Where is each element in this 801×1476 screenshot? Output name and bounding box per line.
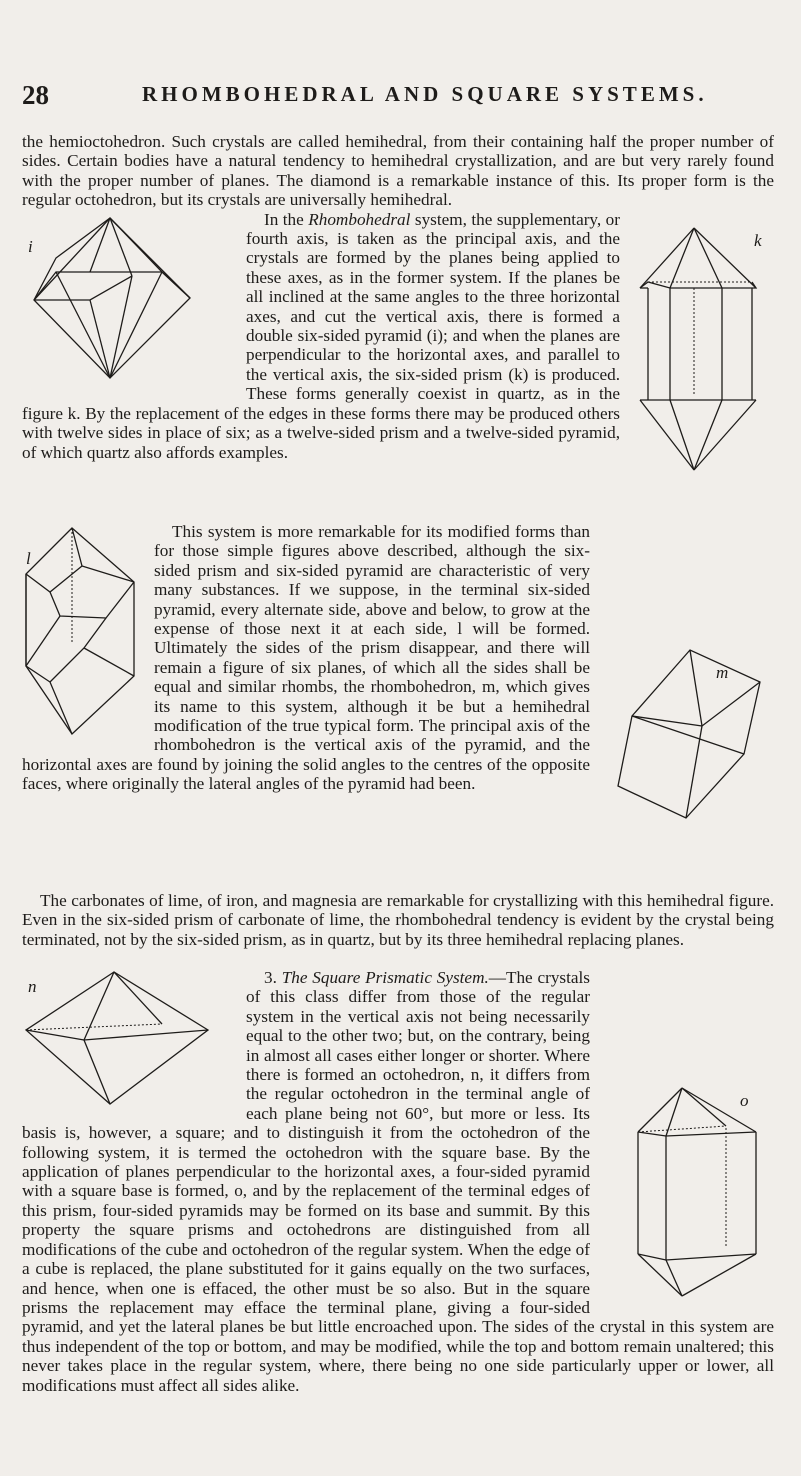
text-block-1	[22, 132, 774, 476]
figure-i-label: i	[28, 236, 33, 256]
figure-m-drawing	[604, 646, 774, 821]
paragraph-rhombohedral: In the Rhombohedral system, the supplementary, or fourth axis, is taken as the principal axis, and the crystals are formed by the planes being applied to these axes, as in the former system. If the planes be all inclined at the same angles to the three horizontal axes, and cut the vertical axis, there is formed a double six-sided pyramid (i); and when the planes are perpendicular to the horizontal axes, and parallel to the vertical axis, the six-sided prism (k) is produced. These forms generally coexist in quartz, as in the figure k. By the replacement of the edges in these forms there may be produced others with twelve sides in place of six; as a twelve-sided prism and a twelve-sided pyramid, of which quartz also affords examples.	[22, 209, 620, 462]
figure-m-rhombohedron	[604, 646, 774, 821]
running-title: RHOMBOHEDRAL AND SQUARE SYSTEMS.	[142, 82, 708, 106]
figure-i-double-pyramid	[22, 210, 232, 385]
page-header	[22, 80, 782, 110]
figure-l-label: l	[26, 549, 31, 568]
term-rhombohedral: Rhombohedral	[308, 209, 411, 229]
figure-l-modified-pyramid	[22, 522, 140, 742]
figure-n-drawing	[22, 968, 232, 1108]
figure-n-octohedron	[22, 968, 232, 1108]
paragraph-square-prismatic: 3. The Square Prismatic System.—The crystals of this class differ from those of the regular system in the vertical axis not being necessarily equal to the other two; but, on the contrary, being in almost all cases either longer or shorter. Where there is formed an octohedron, n, it differs from the regular octohedron in the terminal angle of each plane being not 60°, but more or less. Its basis is, however, a square; and to distinguish it from the octohedron of the following system, it is termed the octohedron with the square base. By the application of planes perpendicular to the horizontal axes, a four-sided pyramid with a square base is formed, o, and by the replacement of the terminal edges of this prism, four-sided pyramids may be formed on its base and summit. By this property the square prisms and octohedrons are distinguished from all modifications of the cube and octohedron of the regular system. When the edge of a cube is replaced, the plane substituted for it gains equally on the two surfaces, and hence, when one is effaced, the other must be so also. But in the square prisms the replacement may efface the terminal plane, giving a four-sided pyramid, and yet the lateral planes be but little encroached upon. The sides of the crystal in this system are thus independent of the top or bottom, and may be modified, while the top and bottom remain unaltered; this never takes place in the regular system, where, there being no one side particularly upper or lower, all modifications must affect all sides alike.	[22, 968, 774, 1395]
figure-o-label: o	[740, 1091, 749, 1110]
figure-o-square-prism	[604, 1084, 774, 1299]
text-block-3	[22, 891, 774, 949]
figure-m-label: m	[716, 663, 729, 682]
figure-i-drawing	[22, 210, 232, 385]
figure-l-drawing	[22, 522, 140, 742]
text-block-4	[22, 968, 774, 1395]
figure-k-drawing	[634, 224, 774, 474]
paragraph-modified-forms: This system is more remarkable for its modified forms than for those simple figures above described, although the six-sided prism and six-sided pyramid are characteristic of very many substances. If we suppose, in the terminal six-sided pyramid, every alternate side, above and below, to grow at the expense of those next it at each side, l will be formed. Ultimately the sides of the prism disappear, and there will remain a figure of six planes, of which all the sides shall be equal and similar rhombs, the rhombohedron, m, which gives its name to this system, although it be but a hemihedral modification of the true typical form. The principal axis of the rhombohedron is the vertical axis of the pyramid, and the horizontal axes are found by joining the solid angles to the centres of the opposite faces, where originally the lateral angles of the pyramid had been.	[22, 522, 590, 794]
figure-k-quartz-prism	[634, 224, 774, 474]
term-square-prismatic: The Square Prismatic System.	[281, 968, 489, 987]
text-block-2	[22, 522, 774, 823]
page-number: 28	[22, 80, 49, 110]
figure-o-drawing	[604, 1084, 774, 1299]
paragraph-carbonates: The carbonates of lime, of iron, and magnesia are remarkable for crystallizing with this hemihedral figure. Even in the six-sided prism of carbonate of lime, the rhombohedral tendency is evident by the crystal being terminated, not by the six-sided prism, as in quartz, but by its three hemihedral replacing planes.	[22, 891, 774, 949]
paragraph-hemihedral: the hemioctohedron. Such crystals are called hemihedral, from their containing half the proper number of sides. Certain bodies have a natural tendency to hemihedral crystallization, and are but very rarely found with the proper number of planes. The diamond is a remarkable instance of this. Its proper form is the regular octohedron, but its crystals are universally hemihedral.	[22, 132, 774, 210]
figure-n-label: n	[28, 977, 37, 996]
figure-k-label: k	[754, 230, 762, 250]
